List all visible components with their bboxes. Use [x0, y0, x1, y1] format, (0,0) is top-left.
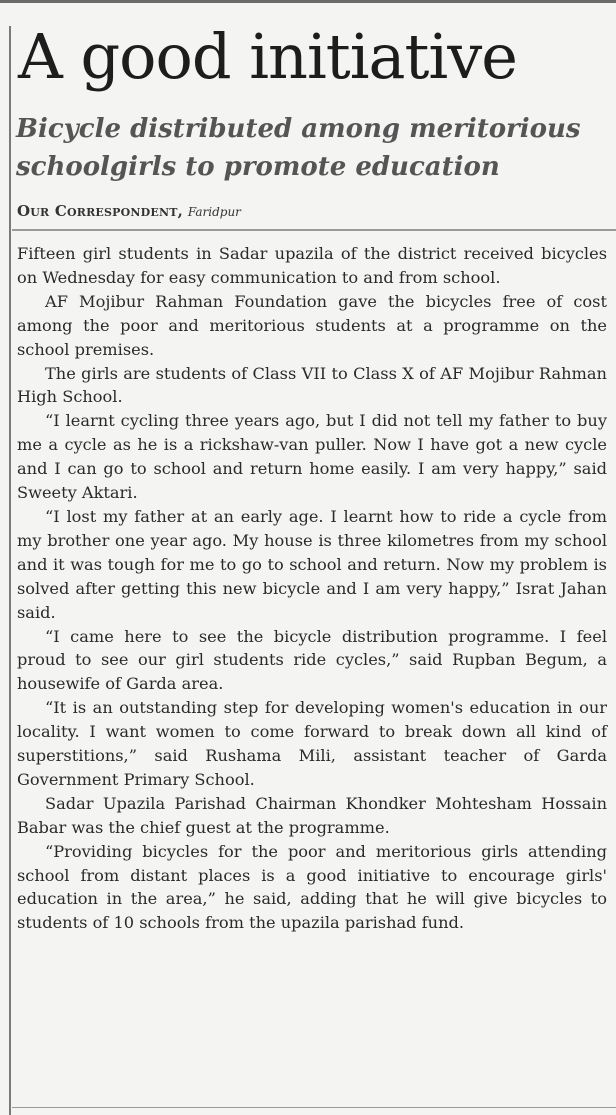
headline: A good initiative	[18, 20, 517, 93]
article-paragraph: AF Mojibur Rahman Foundation gave the bicycles free of cost among the poor and meritorious students at a programme on the school premises.	[17, 291, 607, 359]
article-paragraph: “It is an outstanding step for developing women's education in our locality. I want women to come forward to break down all kind of superstitions,” said Rushama Mili, assistant teacher of Garda Government Primary School.	[17, 698, 607, 789]
article-paragraph: “I lost my father at an early age. I learnt how to ride a cycle from my brother one year ago. My house is three kilometres from my school and it was tough for me to go to school and return. Now my problem is solved after getting this new bicycle and I am very happy,” Israt Jahan said.	[17, 506, 607, 622]
article-paragraph: “Providing bicycles for the poor and meritorious girls attending school from distant places is a good initiative to encourage girls' education in the area,” he said, adding that he will give bicycles to students of 10 schools from the upazila parishad fund.	[17, 841, 607, 933]
byline-author: Our Correspondent,	[17, 202, 184, 220]
subheadline: Bicycle distributed among meritorious schoolgirls to promote education	[16, 114, 581, 182]
byline-divider	[12, 229, 616, 231]
article-paragraph: Fifteen girl students in Sadar upazila of the district received bicycles on Wednesday for easy communication to and from school.	[17, 244, 607, 287]
bottom-rule	[12, 1107, 616, 1108]
article-paragraph: “I learnt cycling three years ago, but I did not tell my father to buy me a cycle as he is a rickshaw-van puller. Now I have got a new cycle and I can go to school and return home easily. I am very happy,” said Sweety Aktari.	[17, 411, 607, 503]
top-border-rule	[0, 0, 616, 3]
article-paragraph: “I came here to see the bicycle distribution programme. I feel proud to see our girl students ride cycles,” said Rupban Begum, a housewife of Garda area.	[17, 626, 607, 694]
article-body	[17, 242, 607, 935]
left-column-rule	[9, 26, 11, 1115]
article-paragraph: The girls are students of Class VII to Class X of AF Mojibur Rahman High School.	[17, 363, 607, 407]
article-paragraph: Sadar Upazila Parishad Chairman Khondker Mohtesham Hossain Babar was the chief guest at the programme.	[17, 793, 607, 837]
byline-location: Faridpur	[187, 205, 241, 219]
byline	[17, 200, 607, 223]
